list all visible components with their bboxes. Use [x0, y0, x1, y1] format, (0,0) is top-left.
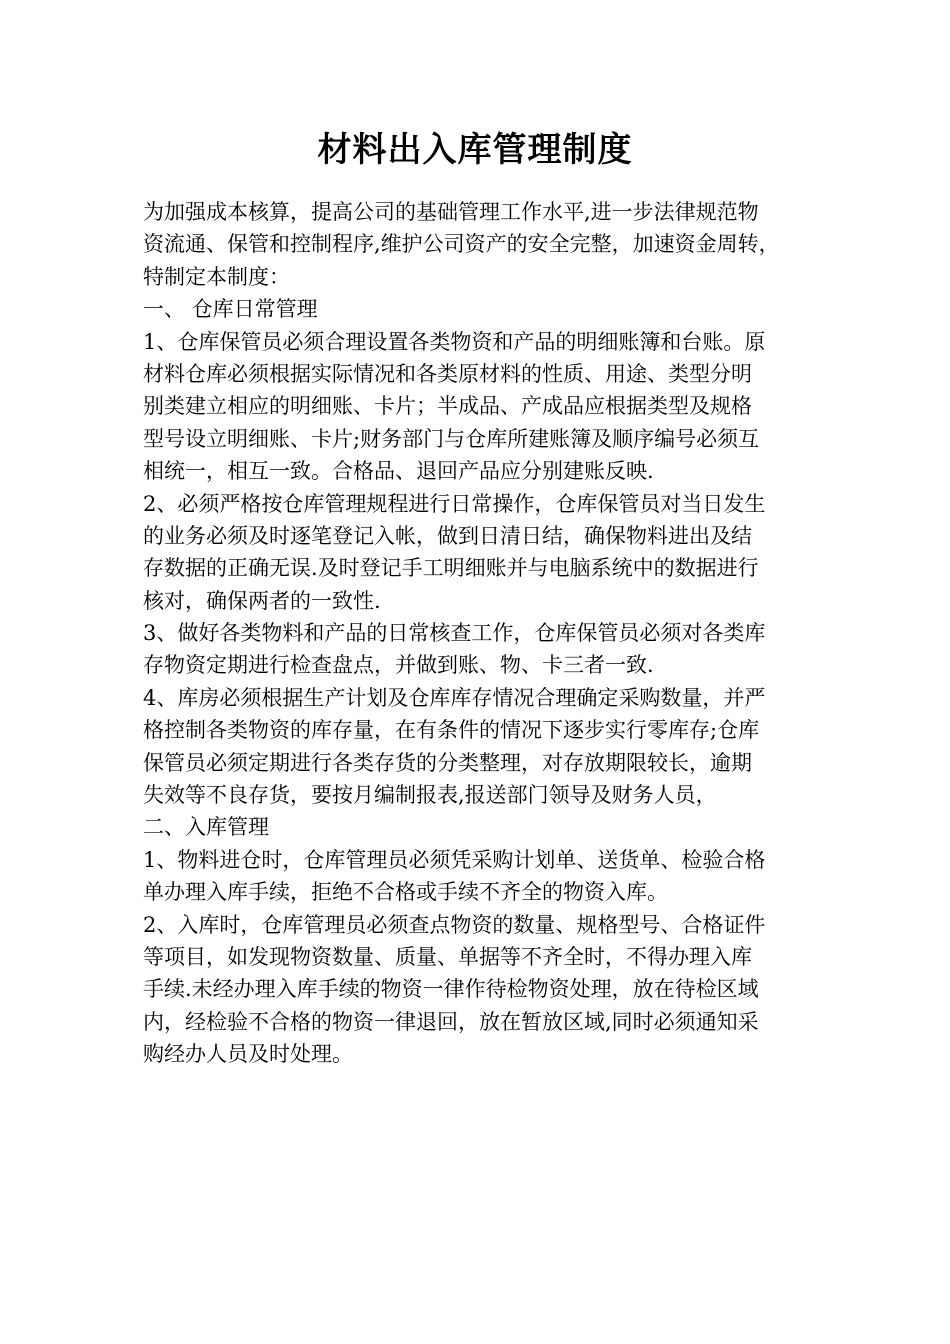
text-line: 相统一，相互一致。合格品、退回产品应分别建账反映.: [143, 459, 654, 484]
section-heading: 一、 仓库日常管理: [143, 297, 318, 322]
text-line: 的业务必须及时逐笔登记入帐，做到日清日结，确保物料进出及结: [143, 523, 752, 548]
text-line: 手续.未经办理入库手续的物资一律作待检物资处理，放在待检区域: [143, 977, 759, 1002]
text-line: 别类建立相应的明细账、卡片；半成品、产成品应根据类型及规格: [143, 394, 752, 419]
text-line: 购经办人员及时处理。: [143, 1042, 353, 1067]
text-line: 单办理入库手续，拒绝不合格或手续不齐全的物资入库。: [143, 880, 668, 905]
text-line: 4、库房必须根据生产计划及仓库库存情况合理确定采购数量，并严: [143, 685, 766, 710]
text-line: 为加强成本核算，提高公司的基础管理工作水平,进一步法律规范物: [143, 200, 759, 224]
text-line: 存数据的正确无误.及时登记手工明细账并与电脑系统中的数据进行: [143, 556, 759, 581]
text-line: 存物资定期进行检查盘点，并做到账、物、卡三者一致.: [143, 653, 654, 678]
text-line: 保管员必须定期进行各类存货的分类整理，对存放期限较长，逾期: [143, 750, 752, 775]
text-line: 格控制各类物资的库存量，在有条件的情况下逐步实行零库存;仓库: [143, 718, 760, 743]
text-line: 2、必须严格按仓库管理规程进行日常操作，仓库保管员对当日发生: [143, 491, 766, 516]
document-body: [143, 196, 815, 1071]
text-line: 1、物料进仓时，仓库管理员必须凭采购计划单、送货单、检验合格: [143, 847, 766, 872]
text-line: 资流通、保管和控制程序,维护公司资产的安全完整，加速资金周转，: [143, 232, 780, 257]
text-line: 失效等不良存货，要按月编制报表,报送部门领导及财务人员，: [143, 783, 717, 808]
text-line: 材料仓库必须根据实际情况和各类原材料的性质、用途、类型分明: [143, 361, 752, 386]
text-line: 内，经检验不合格的物资一律退回，放在暂放区域,同时必须通知采: [143, 1009, 759, 1034]
text-line: 特制定本制度：: [143, 264, 290, 289]
text-line: 型号设立明细账、卡片;财务部门与仓库所建账簿及顺序编号必须互: [143, 426, 760, 451]
text-line: 3、做好各类物料和产品的日常核查工作，仓库保管员必须对各类库: [143, 621, 766, 646]
section-heading: 二、入库管理: [143, 815, 269, 840]
text-line: 2、入库时，仓库管理员必须查点物资的数量、规格型号、合格证件: [143, 912, 766, 937]
text-line: 1、仓库保管员必须合理设置各类物资和产品的明细账簿和台账。原: [143, 329, 766, 354]
text-line: 等项目，如发现物资数量、质量、单据等不齐全时，不得办理入库: [143, 944, 752, 969]
document-title: 材料出入库管理制度: [317, 130, 633, 170]
text-line: 核对，确保两者的一致性.: [143, 588, 381, 613]
